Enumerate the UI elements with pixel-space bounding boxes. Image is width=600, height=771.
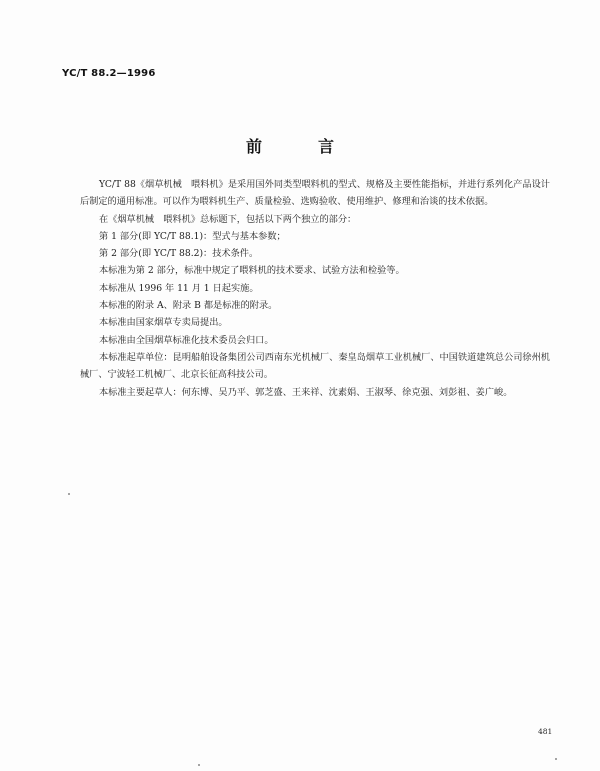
paragraph-intro: YC/T 88《烟草机械 喂料机》是采用国外同类型喂料机的型式、规格及主要性能指标，并进行系列化产品设计后制定的通用标准。可以作为喂料机生产、质量检验、选购验收、使用维护、修理和治谈的技术依据。 (80, 179, 550, 208)
paragraph-drafting-units: 本标准起草单位：昆明船舶设备集团公司西南东光机械厂、秦皇岛烟草工业机械厂、中国铁道建筑总公司徐州机械厂、宁波轻工机械厂、北京长征高科技公司。 (80, 351, 550, 381)
standard-code: YC/T 88.2—1996 (62, 68, 156, 79)
scan-speck (198, 764, 200, 766)
paragraph-structure: 在《烟草机械 喂料机》总标题下，包括以下两个独立的部分： (99, 213, 357, 225)
page-number: 481 (538, 727, 553, 736)
paragraph-part-1: 第 1 部分(即 YC/T 88.1)：型式与基本参数； (99, 230, 286, 242)
scan-speck (555, 758, 557, 760)
paragraph-effective-date: 本标准从 1996 年 11 月 1 日起实施。 (99, 282, 259, 294)
paragraph-drafters: 本标准主要起草人：何东博、吴乃平、郭芝盛、王来祥、沈素娟、王淑琴、徐克强、刘彭祖、姜广峻。 (99, 386, 513, 398)
paragraph-part-2: 第 2 部分(即 YC/T 88.2)：技术条件。 (99, 248, 259, 260)
paragraph-appendix: 本标准的附录 A、附录 B 都是标准的附录。 (99, 300, 278, 312)
paragraph-proposer: 本标准由国家烟草专卖局提出。 (99, 317, 228, 329)
paragraph-committee: 本标准由全国烟草标准化技术委员会归口。 (99, 334, 274, 346)
paragraph-scope: 本标准为第 2 部分，标准中规定了喂料机的技术要求、试验方法和检验等。 (99, 265, 405, 277)
scan-speck (68, 493, 70, 495)
foreword-body (80, 176, 550, 401)
section-title: 前 言 (245, 137, 354, 156)
